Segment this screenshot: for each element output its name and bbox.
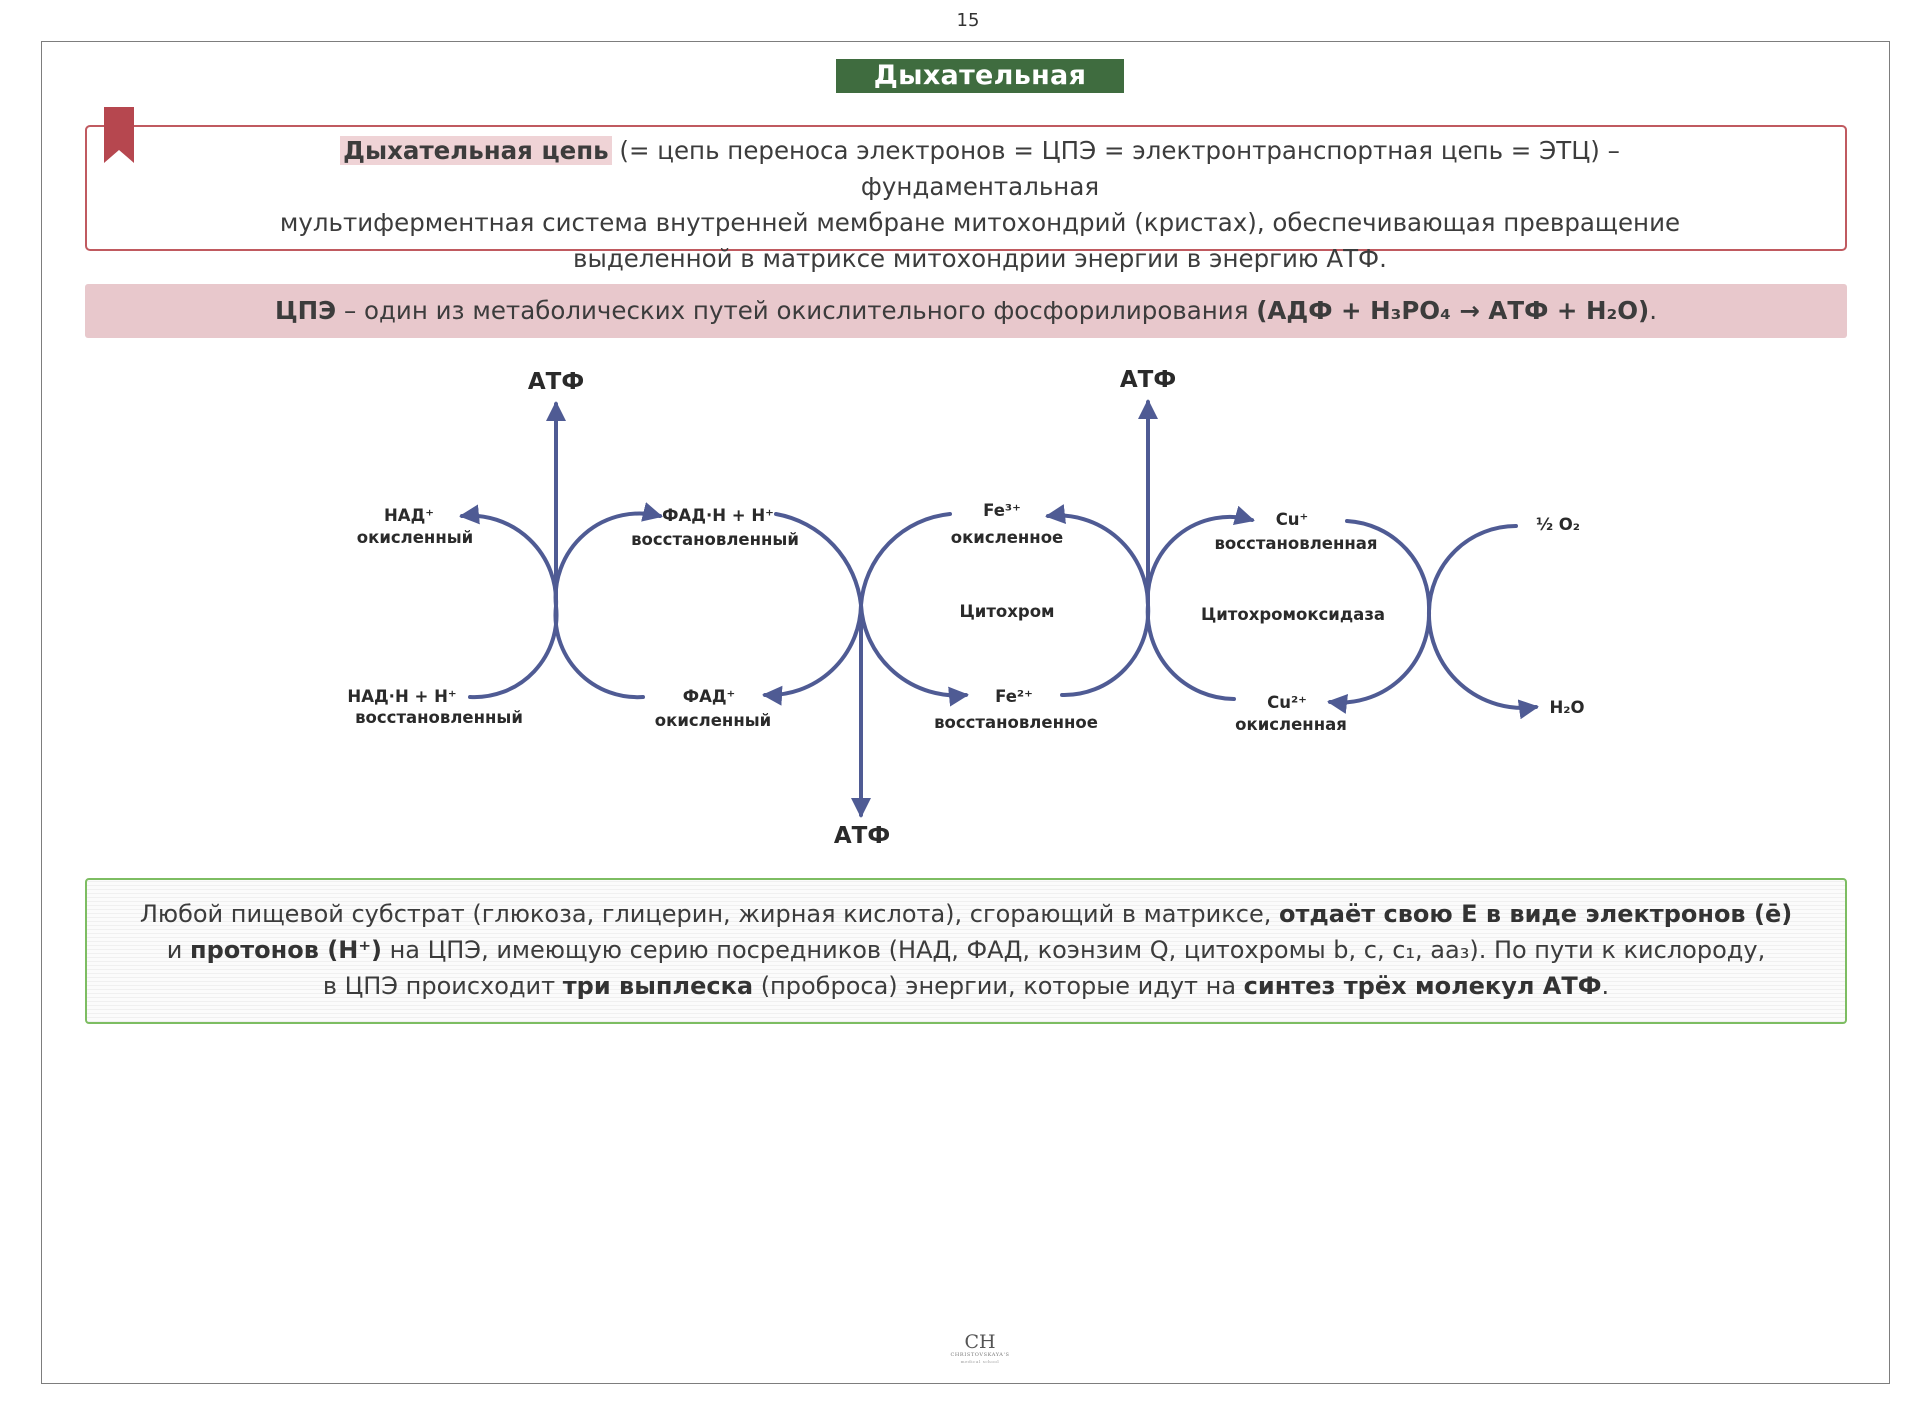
definition-line-1-rest: (= цепь переноса электронов = ЦПЭ = электронтранспортная цепь = ЭТЦ) – фундаментальная xyxy=(611,136,1620,201)
summary-bold-bursts: три выплеска xyxy=(562,972,754,1000)
summary-part-1: Любой пищевой субстрат (глюкоза, глицерин, жирная кислота), сгорающий в матриксе, xyxy=(139,900,1279,928)
logo-mark: CH xyxy=(964,1331,996,1353)
summary-line-2 xyxy=(110,932,1822,968)
summary-text xyxy=(110,896,1822,1004)
nad-oxidized-state: окисленный xyxy=(356,528,474,547)
fe2-state: восстановленное xyxy=(934,713,1098,732)
logo-subtitle: medical school xyxy=(960,1359,1000,1364)
page-number: 15 xyxy=(956,10,980,31)
cytochrome-oxidase-label: Цитохромоксидаза xyxy=(1200,605,1386,624)
summary-bold-protons: протонов (Н⁺) xyxy=(190,936,382,964)
summary-bold-atp-synthesis: синтез трёх молекул АТФ xyxy=(1243,972,1602,1000)
oxygen-reduction-arc xyxy=(1429,526,1536,708)
logo-name: CHRISTOVSKAYA'S xyxy=(950,1352,1010,1358)
nad-reduction-arc xyxy=(462,516,557,698)
fad-oxidized-state: окисленный xyxy=(654,711,772,730)
etc-end: . xyxy=(1649,296,1658,325)
publisher-logo xyxy=(930,1332,1030,1365)
fe3-state: окисленное xyxy=(950,528,1064,547)
summary-part-3: на ЦПЭ, имеющую серию посредников (НАД, ФАД, коэнзим Q, цитохромы b, c, c₁, aa₃). По пути к кислороду, xyxy=(381,936,1766,964)
fad-reduced-formula: ФАД·Н + Н⁺ xyxy=(662,506,774,525)
nad-reduced-state: восстановленный xyxy=(355,708,523,727)
nad-oxidized-formula: НАД⁺ xyxy=(384,506,434,525)
summary-part-6: . xyxy=(1601,972,1610,1000)
fe3-formula: Fe³⁺ xyxy=(983,501,1021,520)
summary-line-1 xyxy=(110,896,1822,932)
page-title: Дыхательная цепь xyxy=(836,59,1124,93)
summary-part-4: в ЦПЭ происходит xyxy=(322,972,563,1000)
cu2-formula: Cu²⁺ xyxy=(1267,693,1307,712)
definition-line-3: выделенной в матриксе митохондрии энергии в энергию АТФ. xyxy=(573,244,1387,273)
atp-label-bottom: АТФ xyxy=(833,823,891,849)
summary-part-5: (проброса) энергии, которые идут на xyxy=(753,972,1244,1000)
cu2-state: окисленная xyxy=(1235,715,1347,734)
water-label: H₂O xyxy=(1549,698,1585,717)
nad-reduced-formula: НАД·Н + Н⁺ xyxy=(347,687,457,706)
etc-formula: (АДФ + Н₃РО₄ → АТФ + Н₂О) xyxy=(1256,296,1650,325)
fe2-formula: Fe²⁺ xyxy=(995,687,1033,706)
cu1-state: восстановленная xyxy=(1214,534,1378,553)
summary-line-3 xyxy=(110,968,1822,1004)
fad-oxidized-formula: ФАД⁺ xyxy=(682,687,736,706)
summary-part-2: и xyxy=(166,936,191,964)
etc-text: – один из метаболических путей окислительного фосфорилирования xyxy=(336,296,1257,325)
etc-term: ЦПЭ xyxy=(274,296,337,325)
cu1-formula: Cu⁺ xyxy=(1275,510,1309,529)
cytochrome-label: Цитохром xyxy=(959,602,1055,621)
oxygen-label: ½ O₂ xyxy=(1535,515,1581,534)
definition-term: Дыхательная цепь xyxy=(340,136,611,165)
summary-bold-electrons: отдаёт свою Е в виде электронов (ē) xyxy=(1278,900,1793,928)
atp-label-top-left: АТФ xyxy=(527,369,585,395)
fad-reduced-state: восстановленный xyxy=(631,530,799,549)
atp-label-top-right: АТФ xyxy=(1119,367,1177,393)
definition-line-2: мультиферментная система внутренней мембране митохондрий (кристах), обеспечивающая превращение xyxy=(279,208,1681,237)
